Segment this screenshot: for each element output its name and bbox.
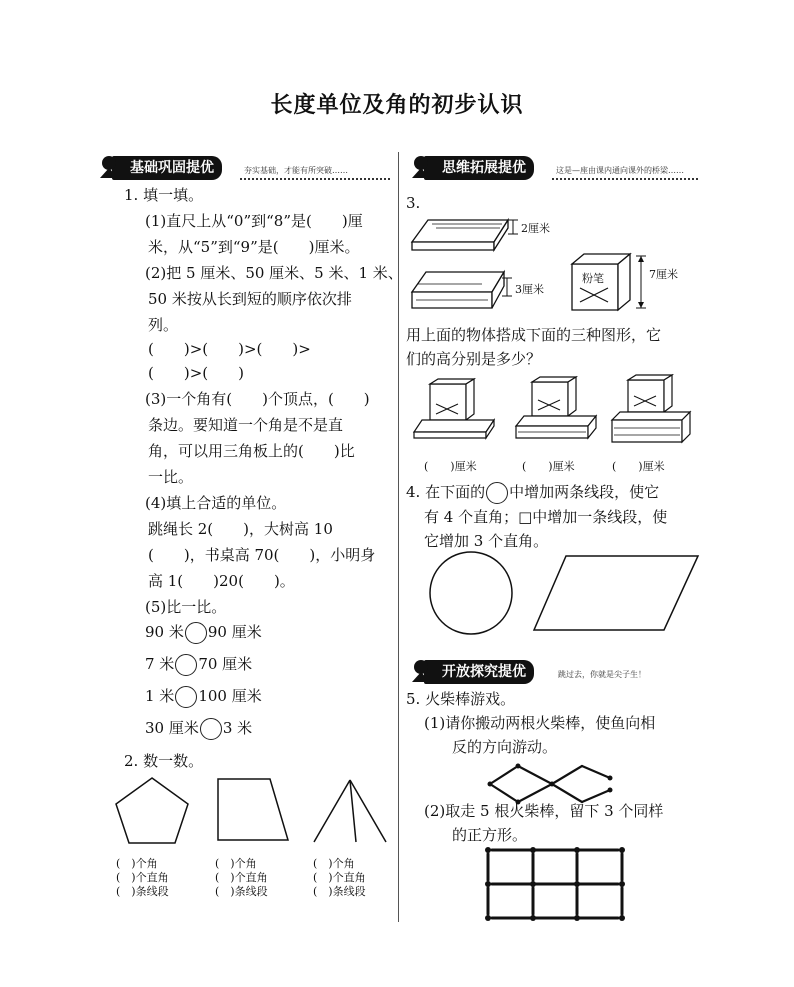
compare-left: 90 米	[145, 623, 184, 641]
stack-3-height: ( )厘米	[612, 460, 665, 473]
count-label-angles: ( )个角	[313, 857, 355, 870]
compare-row-3	[145, 686, 262, 708]
mascot-icon	[96, 154, 120, 180]
compare-row-2	[145, 654, 252, 676]
q4-circle-figure[interactable]	[428, 550, 516, 638]
count-label-segments: ( )条线段	[215, 885, 268, 898]
matchstick-fish-figure[interactable]	[486, 762, 616, 806]
compare-right: 100 厘米	[198, 687, 262, 705]
dim-box: 7厘米	[649, 268, 678, 281]
q1-4-line-b: 跳绳长 2( )，大树高 10	[148, 520, 333, 538]
banner-thinking-motto: 这是—座由课内通向课外的桥梁……	[556, 166, 684, 175]
count-label-right-angles: ( )个直角	[116, 871, 169, 884]
dim-book-thin: 2厘米	[521, 222, 550, 235]
dim-book-thick: 3厘米	[515, 283, 544, 296]
q1-2-order-a: ( )>( )>( )>	[148, 340, 311, 358]
page-title: 长度单位及角的初步认识	[270, 93, 524, 118]
q1-2-line-c: 列。	[148, 316, 179, 334]
count-label-angles: ( )个角	[215, 857, 257, 870]
q5-1-line-b: 反的方向游动。	[452, 738, 558, 756]
q1-1-line-b: 米，从“5”到“9”是( )厘米。	[148, 238, 360, 256]
count-label-right-angles: ( )个直角	[313, 871, 366, 884]
q5-2-line-a: (2)取走 5 根火柴棒，留下 3 个同样	[424, 802, 664, 820]
banner-basic	[92, 156, 392, 180]
q3-title: 3.	[406, 194, 421, 212]
book-thick-figure	[408, 270, 512, 314]
banner-open	[404, 660, 700, 684]
book-thin-figure	[408, 216, 518, 256]
q1-4-line-c: ( )，书桌高 70( )，小明身	[148, 546, 376, 564]
banner-dotted-line	[240, 178, 390, 180]
q1-1-line-a: (1)直尺上从“0”到“8”是( )厘	[145, 212, 363, 230]
banner-thinking	[404, 156, 700, 180]
circle-symbol	[486, 482, 508, 504]
q4-text-b: 中增加两条线段，使它	[509, 483, 660, 501]
q5-1-line-a: (1)请你搬动两根火柴棒，使鱼向相	[424, 714, 656, 732]
count-label-right-angles: ( )个直角	[215, 871, 268, 884]
q1-4-line-d: 高 1( )20( )。	[148, 572, 295, 590]
q4-line-d: 它增加 3 个直角。	[424, 532, 549, 550]
banner-basic-label: 基础巩固提优	[112, 156, 222, 180]
stack-1-figure	[408, 378, 504, 446]
banner-open-label: 开放探究提优	[424, 660, 534, 684]
count-label-segments: ( )条线段	[313, 885, 366, 898]
q1-3-line-a: (3)一个角有( )个顶点，( )	[145, 390, 370, 408]
q1-3-line-d: 一比。	[148, 468, 194, 486]
stack-2-figure	[510, 376, 606, 446]
mascot-icon	[408, 658, 432, 684]
compare-left: 30 厘米	[145, 719, 199, 737]
compare-right: 70 厘米	[198, 655, 253, 673]
q1-4-line-a: (4)填上合适的单位。	[145, 494, 287, 512]
trapezoid-figure	[212, 776, 292, 846]
mascot-icon	[408, 154, 432, 180]
dimension-arrow	[634, 254, 648, 312]
compare-circle[interactable]	[185, 622, 207, 644]
q1-2-line-a: (2)把 5 厘米、50 厘米、5 米、1 米、	[145, 264, 403, 282]
stack-2-height: ( )厘米	[522, 460, 575, 473]
q1-2-line-b: 50 米按从长到短的顺序依次排	[148, 290, 352, 308]
q2-title: 2. 数一数。	[124, 752, 204, 770]
q5-2-line-b: 的正方形。	[452, 826, 528, 844]
compare-circle[interactable]	[175, 686, 197, 708]
stack-1-height: ( )厘米	[424, 460, 477, 473]
q4-text-a: 4. 在下面的	[406, 483, 486, 501]
compare-row-1	[145, 622, 262, 644]
dimension-bracket	[500, 276, 514, 300]
matchstick-grid-figure[interactable]	[484, 846, 634, 926]
chalk-box-label: 粉笔	[582, 272, 604, 285]
dimension-bracket	[506, 218, 520, 238]
q4-line-a	[406, 482, 659, 504]
compare-circle[interactable]	[200, 718, 222, 740]
count-label-segments: ( )条线段	[116, 885, 169, 898]
banner-open-motto: 跳过去，你就是尖子生！	[558, 670, 646, 679]
q3-text-b: 们的高分别是多少？	[406, 350, 542, 368]
q4-parallelogram-figure[interactable]	[532, 554, 702, 632]
compare-right: 3 米	[222, 719, 253, 737]
compare-right: 90 厘米	[207, 623, 262, 641]
q5-title: 5. 火柴棒游戏。	[406, 690, 516, 708]
q1-5-title: (5)比一比。	[145, 598, 227, 616]
compare-left: 1 米	[145, 687, 175, 705]
count-label-angles: ( )个角	[116, 857, 158, 870]
banner-dotted-line	[552, 178, 698, 180]
stack-3-figure	[610, 374, 706, 446]
angle-lines-figure	[310, 776, 390, 846]
banner-basic-motto: 夯实基础，才能有所突破……	[244, 166, 348, 175]
compare-circle[interactable]	[175, 654, 197, 676]
q1-3-line-b: 条边。要知道一个角是不是直	[148, 416, 344, 434]
banner-thinking-label: 思维拓展提优	[424, 156, 534, 180]
pentagon-figure	[114, 776, 194, 846]
q3-text-a: 用上面的物体搭成下面的三种图形，它	[406, 326, 662, 344]
q1-title: 1. 填一填。	[124, 186, 204, 204]
compare-row-4	[145, 718, 252, 740]
compare-left: 7 米	[145, 655, 175, 673]
q4-line-c: 有 4 个直角；□中增加一条线段，使	[424, 508, 668, 526]
q1-2-order-b: ( )>( )	[148, 364, 244, 382]
q1-3-line-c: 角，可以用三角板上的( )比	[148, 442, 355, 460]
